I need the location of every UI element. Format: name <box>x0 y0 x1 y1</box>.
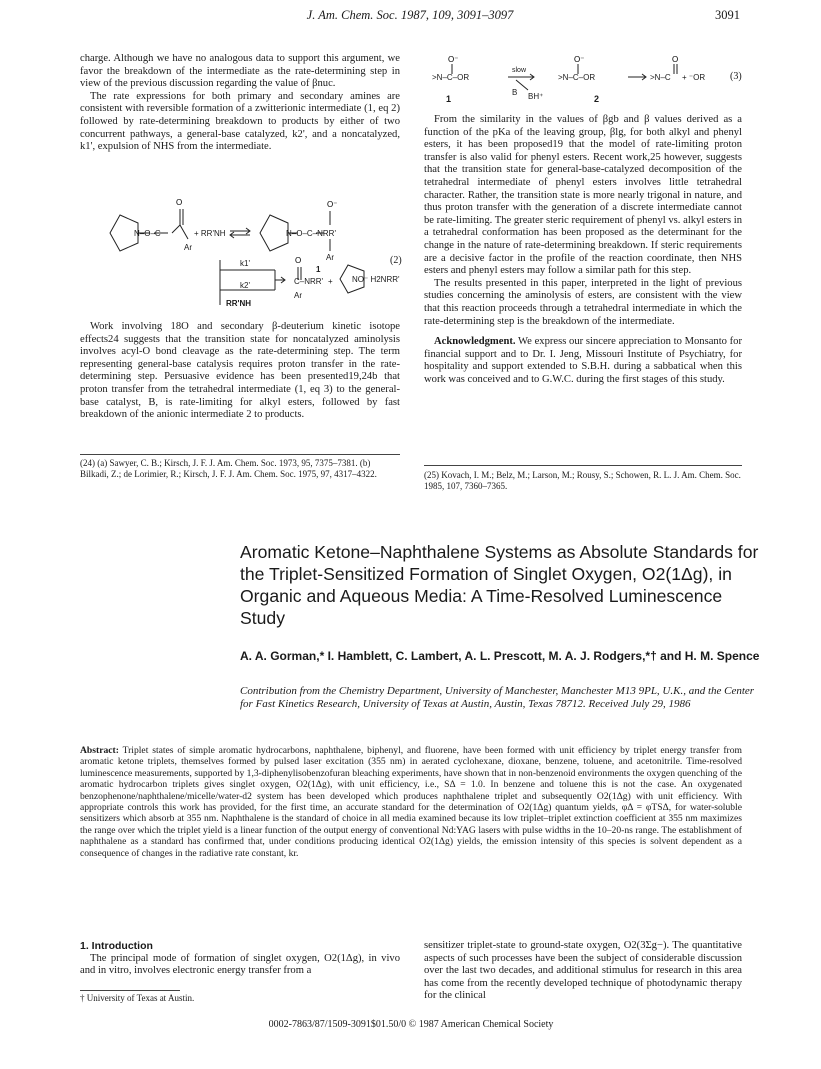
left-paragraph-3: Work involving 18O and secondary β-deuterium kinetic isotope effects24 suggests that the transition state for noncatalyzed aminolysis involves acyl-O bond cleavage as the rate-determining step. The term representing general-base catalysis requires proton transfer in the rate-determining step. Persuasive evidence has been presented19,24b that proton transfer from the tetrahedral intermediate (1, eq 3) to the general-base catalyst, B, is rate-limiting for alkyl esters, followed by fast breakdown of the anionic intermediate 2 to products. <box>80 321 400 421</box>
scheme-3-leaving-group: + ⁻OR <box>682 73 706 82</box>
scheme-2-ar-2: Ar <box>326 253 334 262</box>
scheme-2-product-1: C–NRR' <box>294 277 324 286</box>
right-column <box>424 114 742 386</box>
abstract <box>80 745 742 859</box>
intro-right-text: sensitizer triplet-state to ground-state oxygen, O2(3Σg−). The quantitative aspects of such processes have been the subject of considerable discussion over the last two decades, and additional stimulus for research in this area has come from the recently developed technique of photodynamic therapy for the clinical <box>424 940 742 1002</box>
journal-citation: J. Am. Chem. Soc. 1987, 109, 3091–3097 <box>306 8 514 22</box>
scheme-3-species-2: >N–C–OR <box>558 73 596 82</box>
scheme-3-slow: slow <box>512 67 527 74</box>
scheme-2-oxygen: O <box>176 198 183 207</box>
intro-left-text: The principal mode of formation of singlet oxygen, O2(1Δg), in vivo and in vitro, involves electronic energy transfer from a <box>80 952 400 977</box>
left-column-bottom <box>80 321 400 422</box>
equation-2-label: (2) <box>390 255 402 266</box>
scheme-3-species-1: >N–C–OR <box>432 73 470 82</box>
footnote-25: (25) Kovach, I. M.; Belz, M.; Larson, M.; Rousy, S.; Schowen, R. L. J. Am. Chem. Soc. 1985, 107, 7360–7365. <box>424 470 741 491</box>
scheme-2-reagent: RR'NH <box>200 229 226 238</box>
scheme-3-oxygen-3: O <box>672 55 679 64</box>
scheme-3-oxygen-1: O⁻ <box>448 55 459 64</box>
footnote-24: (24) (a) Sawyer, C. B.; Kirsch, J. F. J. Am. Chem. Soc. 1973, 95, 7375–7381. (b) Bilkadi, Z.; de Lorimier, R.; Kirsch, J. F. J. Am. Chem. Soc. 1975, 97, 4317–4322. <box>80 458 377 479</box>
acknowledgment <box>424 336 742 386</box>
right-paragraph-1: From the similarity in the values of βgb and β values derived as a function of the pKa of the leaving group, βlg, for both alkyl and phenyl esters, it has been proposed19 that the model of rate-limiting proton transfer is also valid for phenyl esters. Recent work,25 however, suggests that the transition state for general-base-catalyzed decomposition of the tetrahedral intermediate of phenyl esters involves little tetrahedral character. Rather, the transition state is more nearly trigonal in nature, and thus proton transfer with the generation of a discrete intermediate cannot be rate-limiting. The greater steric requirement of phenyl vs. alkyl esters in a tetrahedral conformation has been proposed as the determinant for the change in the nature of rate-determining breakdown. If steric requirements are a decisive factor in the profile of the reaction coordinate, then NHS esters and phenyl esters may follow a similar path for this step. <box>424 114 742 277</box>
scheme-3-oxygen-2: O⁻ <box>574 55 585 64</box>
scheme-2-oxygen-anion: O⁻ <box>327 200 338 209</box>
left-paragraph-2: The rate expressions for both primary and secondary amines are consistent with reversible formation of a zwitterionic intermediate (1, eq 2) followed by rate-determining breakdown to products by either of two concurrent pathways, a general-base catalyzed, k2', and a noncatalyzed, k1', expulsion of NHS from the intermediate. <box>80 90 400 153</box>
abstract-text: Triplet states of simple aromatic hydrocarbons, naphthalene, biphenyl, and fluorene, have been formed with unit efficiency by triplet energy transfer from aromatic ketone triplets, themselves formed by pulsed laser excitation (355 nm) in aerated cyclohexane, dioxane, benzene, toluene, and acetonitrile. Time-resolved luminescence measurements, supported by 1,3-diphenylisobenzofuran bleaching experiments, have shown that in non-benzenoid environments the oxygen quenching of the aromatic hydrocarbon triplets gives singlet oxygen, O2(1Δg), with unit efficiency, i.e., SΔ = 1.0. In benzene and toluene this is not the case. An oxygenated benzophenone/naphthalene/micelle/water-d2 system has been developed which produces naphthalene triplet and subsequently O2(1Δg) with unit efficiency. With appropriate controls this work has provided, for the first time, an accurate standard for the determination of O2(1Δg) quantum yields, φΔ = φTSΔ, for water-soluble sensitizers which absorb at 355 nm. Naphthalene is the standard of choice in all media examined because its low triplet–triplet extinction coefficient at 355 nm maximizes the range over which the triplet yield is a linear function of the output energy of conventional Nd:YAG lasers with pulse widths in the 10–20-ns range. The establishment of naphthalene as a standard has confirmed that, under conditions producing identical O2(1Δg) yields, the emission intensity of this species is solvent dependent as a consequence of changes in the radiative rate constant, kr. <box>80 745 742 859</box>
intro-footnote-rule <box>80 990 180 991</box>
scheme-3-label-1: 1 <box>446 94 452 104</box>
scheme-2-plus-reagent: + RR'NH <box>194 229 226 238</box>
scheme-3-base: B <box>512 88 518 97</box>
scheme-2-plus: + <box>328 277 333 286</box>
scheme-2-product-2: NO⁻ H2NRR' <box>352 275 400 284</box>
scheme-2-drawing <box>80 195 400 315</box>
right-paragraph-2: The results presented in this paper, interpreted in the light of previous studies concerning the aminolysis of esters, are consistent with the view that this reaction proceeds through a tetrahedral intermediate in which the rate-determining step is the breakdown of the intermediate. <box>424 277 742 327</box>
reaction-scheme-2 <box>80 195 400 315</box>
equation-3-label: (3) <box>730 71 742 82</box>
scheme-2-product-oxygen: O <box>295 256 302 265</box>
intro-right <box>424 940 742 1003</box>
intro-footnote: † University of Texas at Austin. <box>80 993 195 1003</box>
reaction-scheme-3 <box>424 52 742 108</box>
acknowledgment-text: We express our sincere appreciation to Monsanto for financial support and to Dr. I. Jeng, Missouri Institute of Psychiatry, for hospitality and support extended to S.B.H. during a sabbatical when this work was conceived and to G.W.C. during the first stages of this study. <box>424 336 742 385</box>
scheme-3-species-3: >N–C <box>650 73 671 82</box>
article-authors: A. A. Gorman,* I. Hamblett, C. Lambert, A. L. Prescott, M. A. J. Rodgers,*† and H. M. Spence <box>240 649 760 663</box>
scheme-2-ar-1: Ar <box>184 243 192 252</box>
acknowledgment-heading: Acknowledgment. <box>434 336 516 348</box>
scheme-2-group-2: N–O–C–NRR' <box>286 229 336 238</box>
intro-heading: 1. Introduction <box>80 940 153 952</box>
right-footnote-rule <box>424 465 742 466</box>
scheme-2-compound-label: 1 <box>316 265 321 274</box>
scheme-2-group-1: N–O–C <box>134 229 161 238</box>
scheme-2-k1: k1' <box>240 259 250 268</box>
scheme-3-bh: BH⁺ <box>528 92 544 101</box>
scheme-3-label-2: 2 <box>594 94 600 104</box>
scheme-2-k2-reagent: RR'NH <box>226 299 252 308</box>
scheme-2-k2: k2' <box>240 281 250 290</box>
article-affiliation: Contribution from the Chemistry Department, University of Manchester, Manchester M13 9PL, U.K., and the Center for Fast Kinetics Research, University of Texas at Austin, Austin, Texas 78712. Received July 29, 1986 <box>240 685 755 710</box>
article-title: Aromatic Ketone–Naphthalene Systems as Absolute Standards for the Triplet-Sensitized Formation of Singlet Oxygen, O2(1Δg), in Organic and Aqueous Media: A Time-Resolved Luminescence Study <box>240 542 759 628</box>
left-column-top <box>80 53 400 154</box>
page-footer: 0002-7863/87/1509-3091$01.50/0 © 1987 American Chemical Society <box>268 1019 554 1030</box>
left-paragraph-1: charge. Although we have no analogous data to support this argument, we favor the breakdown of the intermediate as the rate-determining step in view of the previous discussion regarding the value of βnuc. <box>80 53 400 90</box>
left-footnote-rule <box>80 454 400 455</box>
abstract-heading: Abstract: <box>80 745 119 756</box>
scheme-2-product-ar: Ar <box>294 291 302 300</box>
page-number: 3091 <box>715 8 740 22</box>
intro-left <box>80 940 400 978</box>
